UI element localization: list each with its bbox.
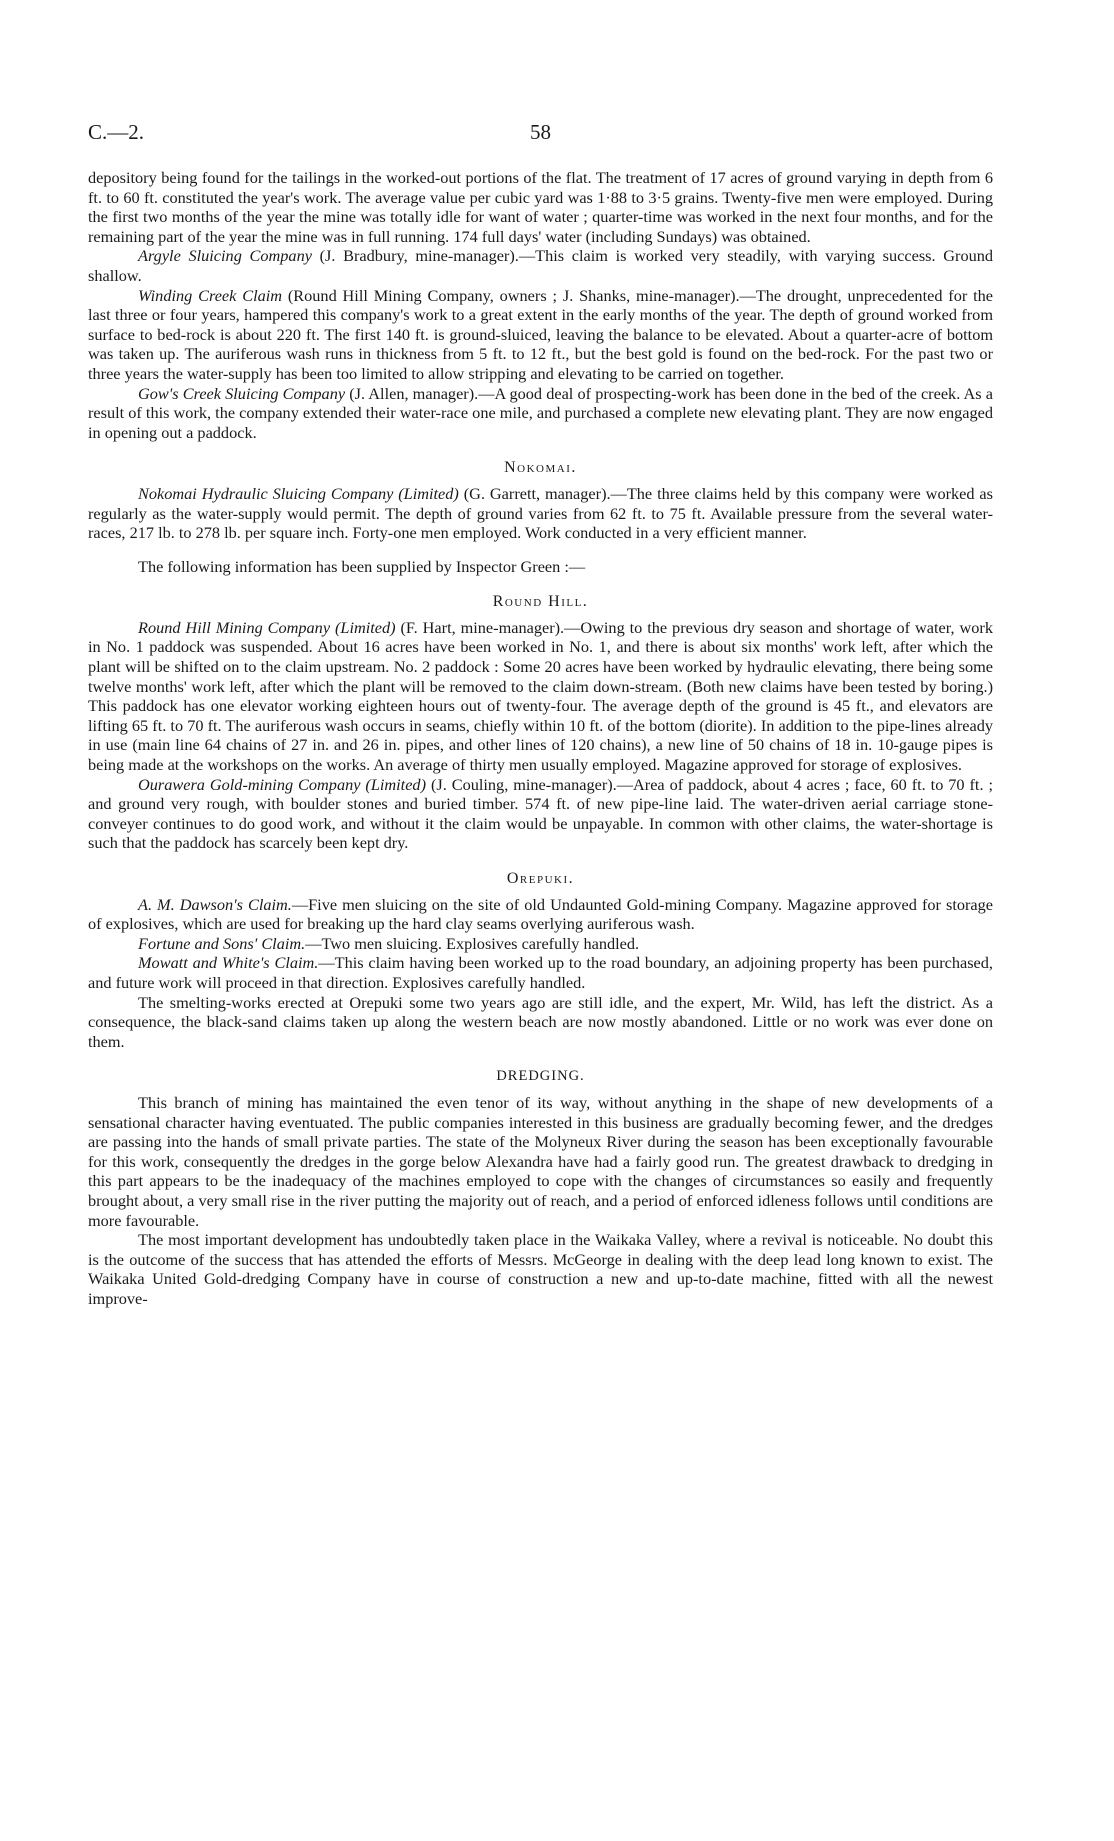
paragraph: The following information has been supplied by Inspector Green :— — [138, 556, 586, 576]
claim-name: Argyle Sluicing Company — [138, 246, 312, 266]
claim-name: Nokomai Hydraulic Sluicing Company (Limited) — [138, 483, 459, 503]
paragraph: The most important development has undoubtedly taken place in the Waikaka Valley, where a revival is noticeable. No doubt this is the outcome of the success that has attended the efforts of Messrs. McGeorge in dealing with the deep lead long known to exist. The Waikaka United Gold-dredging Company have in course of construction a new and up-to-date machine, fitted with all the newest improve- — [88, 1230, 993, 1308]
claim-name: Fortune and Sons' Claim. — [138, 933, 306, 953]
claim-name: Gow's Creek Sluicing Company — [138, 383, 346, 403]
paragraph: Round Hill Mining Company (Limited) (F. Hart, mine-manager).—Owing to the previous dry season and shortage of water, work in No. 1 paddock was suspended. About 16 acres have been worked in No. 1, and there is about six months' work left, after which the plant will be shifted on to the claim upstream. No. 2 paddock : Some 20 acres have been worked by hydraulic elevating, there being some twelve months' work left, after which the plant will be removed to the claim down-stream. (Both new claims have been tested by boring.) This paddock has one elevator working eighteen hours out of twenty-four. The average depth of the ground is 45 ft., and elevators are lifting 65 ft. to 70 ft. The auriferous wash occurs in seams, chiefly within 10 ft. of the bottom (diorite). In addition to the pipe-lines already in use (main line 64 chains of 27 in. and 26 in. pipes, and other lines of 120 chains), a new line of 50 chains of 18 in. 10-gauge pipes is being made at the workshops on the works. An average of thirty men usually employed. Magazine approved for storage of explosives. — [88, 617, 993, 775]
section-heading-dredging: DREDGING. — [496, 1068, 585, 1085]
paragraph: Fortune and Sons' Claim.—Two men sluicing. Explosives carefully handled. — [138, 933, 640, 953]
claim-name: Mowatt and White's Claim. — [138, 953, 319, 973]
paragraph: This branch of mining has maintained the even tenor of its way, without anything in the shape of new developments of a sensational character having eventuated. The public companies interested in this business are gradually becoming fewer, and the dredges are passing into the hands of small private parties. The state of the Molyneux River during the season has been exceptionally favourable for this work, consequently the dredges in the gorge below Alexandra have had a fairly good run. The greatest drawback to dredging in this part appears to be the inadequacy of the machines employed to cope with the changes of circumstances so easily and frequently brought about, a very small rise in the river putting the majority out of reach, and a period of enforced idleness follows until conditions are more favourable. — [88, 1092, 993, 1230]
claim-name: Winding Creek Claim — [138, 285, 283, 305]
paragraph: The smelting-works erected at Orepuki some two years ago are still idle, and the expert, Mr. Wild, has left the district. As a consequence, the black-sand claims taken up along the western beach are now mostly abandoned. Little or no work was ever done on them. — [88, 992, 993, 1051]
document-reference: C.—2. — [88, 120, 145, 144]
paragraph: A. M. Dawson's Claim.—Five men sluicing on the site of old Undaunted Gold-mining Company. Magazine approved for storage of explosives, which are used for breaking up the hard clay seams overlying auriferous wash. — [88, 894, 993, 934]
paragraph: Mowatt and White's Claim.—This claim having been worked up to the road boundary, an adjoining property has been purchased, and future work will proceed in that direction. Explosives carefully handled. — [88, 953, 993, 992]
paragraph: Gow's Creek Sluicing Company (J. Allen, manager).—A good deal of prospecting-work has been done in the bed of the creek. As a result of this work, the company extended their water-race one mile, and purchased a complete new elevating plant. They are now engaged in opening out a paddock. — [88, 383, 993, 442]
page-number: 58 — [530, 120, 551, 144]
section-heading-nokomai: Nokomai. — [504, 459, 577, 477]
claim-name: A. M. Dawson's Claim. — [138, 894, 292, 914]
paragraph: depository being found for the tailings in the worked-out portions of the flat. The treatment of 17 acres of ground varying in depth from 6 ft. to 60 ft. constituted the year's work. The average value per cubic yard was 1·88 to 3·5 grains. Twenty-five men were employed. During the first two months of the year the mine was totally idle for want of water ; quarter-time was worked in the next four months, and for the remaining part of the year the mine was in full running. 174 full days' water (including Sundays) was obtained. — [88, 168, 993, 246]
claim-name: Round Hill Mining Company (Limited) — [138, 617, 396, 637]
section-heading-orepuki: Orepuki. — [506, 870, 575, 887]
paragraph: Nokomai Hydraulic Sluicing Company (Limited) (G. Garrett, manager).—The three claims held by this company were worked as regularly as the water-supply would permit. The depth of ground varies from 62 ft. to 75 ft. Available pressure from the several water-races, 217 lb. to 278 lb. per square inch. Forty-one men employed. Work conducted in a very efficient manner. — [88, 483, 993, 543]
section-heading-round-hill: Round Hill. — [492, 593, 589, 611]
page-header — [88, 120, 993, 150]
page-body — [88, 168, 993, 1308]
paragraph: Argyle Sluicing Company (J. Bradbury, mine-manager).—This claim is worked very steadily, with varying success. Ground shallow. — [88, 246, 994, 285]
paragraph: Winding Creek Claim (Round Hill Mining Company, owners ; J. Shanks, mine-manager).—The drought, unprecedented for the last three or four years, hampered this company's work to a great extent in the early months of the year. The depth of ground worked from surface to bed-rock is about 220 ft. The first 140 ft. is ground-sluiced, leaving the balance to be elevated. About a quarter-acre of bottom was taken up. The auriferous wash runs in thickness from 5 ft. to 12 ft., but the best gold is found on the bed-rock. For the past two or three years the water-supply has been too limited to allow stripping and elevating to be carried on together. — [88, 285, 993, 383]
paragraph: Ourawera Gold-mining Company (Limited) (J. Couling, mine-manager).—Area of paddock, about 4 acres ; face, 60 ft. to 70 ft. ; and ground very rough, with boulder stones and buried timber. 574 ft. of new pipe-line laid. The water-driven aerial carriage stone-conveyer continues to do good work, and without it the claim would be unpayable. In common with other claims, the water-shortage is such that the paddock has scarcely been kept dry. — [88, 774, 994, 853]
claim-name: Ourawera Gold-mining Company (Limited) — [138, 774, 426, 794]
